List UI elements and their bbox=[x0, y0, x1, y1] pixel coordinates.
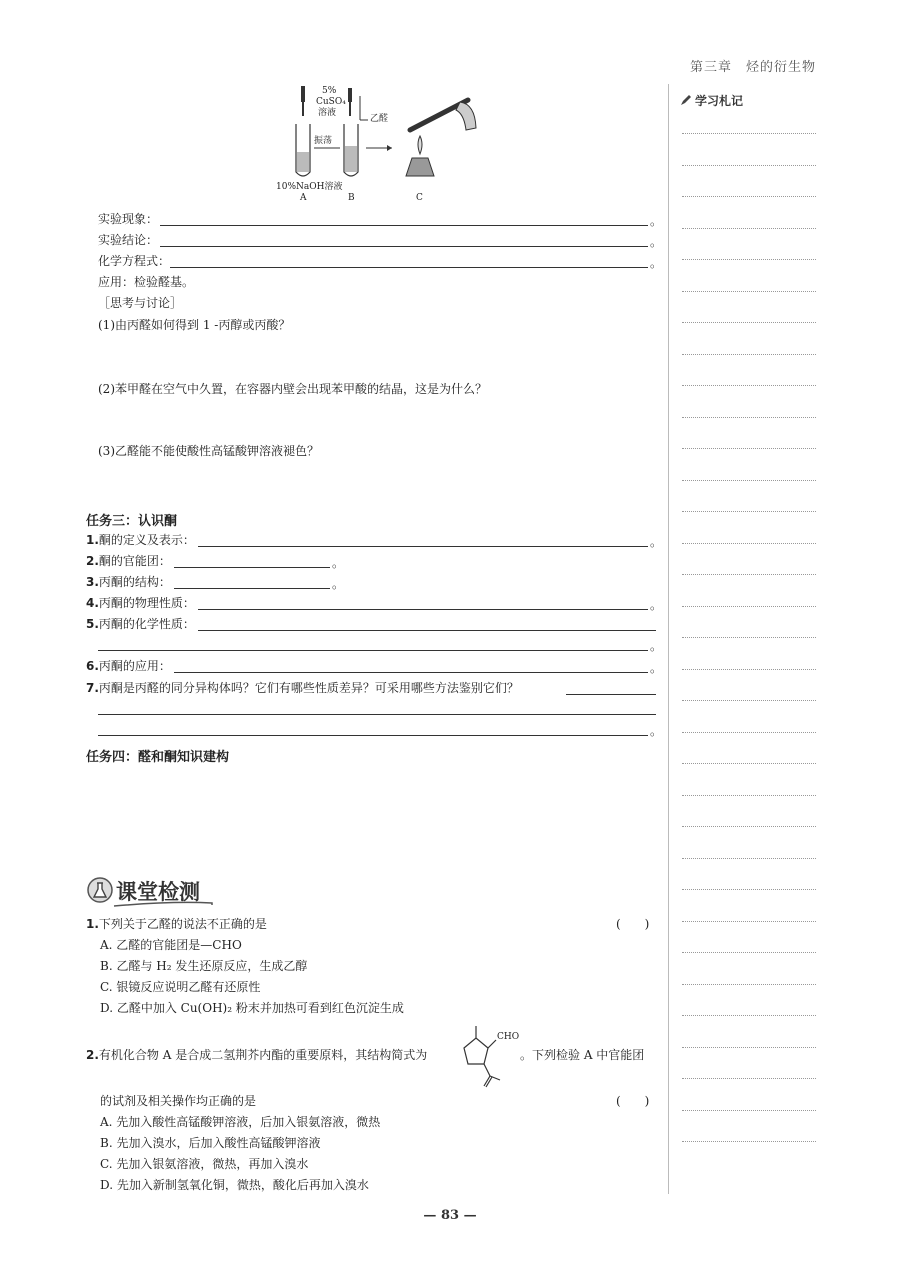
answer-bracket[interactable]: ( ) bbox=[616, 917, 650, 931]
item-number: 1. bbox=[86, 917, 99, 931]
note-line[interactable] bbox=[682, 259, 816, 260]
item-number: 7. bbox=[86, 681, 99, 695]
notes-title bbox=[680, 92, 743, 109]
item-number: 6. bbox=[86, 659, 99, 673]
application-text: 应用：检验醛基。 bbox=[98, 275, 195, 289]
note-line[interactable] bbox=[682, 669, 816, 670]
conclusion-label: 实验结论： bbox=[98, 233, 159, 247]
note-line[interactable] bbox=[682, 291, 816, 292]
check-title: 课堂检测 bbox=[116, 880, 200, 904]
note-line[interactable] bbox=[682, 921, 816, 922]
equation-answer-line[interactable] bbox=[170, 267, 648, 268]
q2-stem-c: 的试剂及相关操作均正确的是 bbox=[100, 1094, 257, 1108]
period: 。 bbox=[650, 598, 663, 612]
answer-line[interactable] bbox=[98, 735, 648, 736]
note-line[interactable] bbox=[682, 228, 816, 229]
answer-bracket[interactable]: ( ) bbox=[616, 1094, 650, 1108]
answer-line[interactable] bbox=[174, 567, 330, 568]
shake-label: 振荡 bbox=[314, 136, 333, 146]
test-tube-b-icon bbox=[344, 124, 358, 176]
discussion-label: ［思考与讨论］ bbox=[98, 296, 183, 310]
q1-stem: 下列关于乙醛的说法不正确的是 bbox=[98, 917, 267, 931]
answer-line[interactable] bbox=[98, 650, 648, 651]
flask-icon bbox=[86, 876, 114, 904]
note-line[interactable] bbox=[682, 952, 816, 953]
note-line[interactable] bbox=[682, 795, 816, 796]
task3-item-text: 丙酮的应用： bbox=[98, 659, 171, 673]
period: 。 bbox=[332, 577, 345, 591]
note-line[interactable] bbox=[682, 448, 816, 449]
note-line[interactable] bbox=[682, 480, 816, 481]
note-line[interactable] bbox=[682, 763, 816, 764]
reagent-cuso4-label: CuSO₄ bbox=[316, 97, 346, 107]
note-line[interactable] bbox=[682, 133, 816, 134]
note-line[interactable] bbox=[682, 732, 816, 733]
notes-divider bbox=[668, 84, 669, 1194]
note-line[interactable] bbox=[682, 606, 816, 607]
note-line[interactable] bbox=[682, 322, 816, 323]
period: 。 bbox=[650, 639, 663, 653]
answer-line[interactable] bbox=[174, 588, 330, 589]
item-number: 1. bbox=[86, 533, 99, 547]
note-line[interactable] bbox=[682, 1015, 816, 1016]
q2-option-a: A. 先加入酸性高锰酸钾溶液，后加入银氨溶液，微热 bbox=[100, 1115, 381, 1129]
phenomenon-answer-line[interactable] bbox=[160, 225, 648, 226]
task3-item-text: 丙酮是丙醛的同分异构体吗？它们有哪些性质差异？可采用哪些方法鉴别它们？ bbox=[98, 681, 519, 695]
dropper-b-icon bbox=[348, 88, 352, 116]
item-number: 2. bbox=[86, 554, 99, 568]
q2-option-c: C. 先加入银氨溶液，微热，再加入溴水 bbox=[100, 1157, 309, 1171]
q2-stem-b: 。下列检验 A 中官能团 bbox=[520, 1048, 645, 1062]
q2-option-d: D. 先加入新制氢氧化铜，微热，酸化后再加入溴水 bbox=[100, 1178, 369, 1192]
note-line[interactable] bbox=[682, 826, 816, 827]
note-line[interactable] bbox=[682, 574, 816, 575]
figure-label-b: B bbox=[348, 193, 355, 203]
structure-formula bbox=[450, 1020, 530, 1090]
title-underline bbox=[112, 900, 216, 910]
note-line[interactable] bbox=[682, 165, 816, 166]
note-line[interactable] bbox=[682, 354, 816, 355]
period: 。 bbox=[650, 256, 663, 270]
task3-item-text: 丙酮的化学性质： bbox=[98, 617, 195, 631]
chapter-header: 第三章 烃的衍生物 bbox=[689, 60, 816, 75]
note-line[interactable] bbox=[682, 984, 816, 985]
task3-item-text: 丙酮的物理性质： bbox=[98, 596, 195, 610]
period: 。 bbox=[650, 214, 663, 228]
task3-item-text: 酮的官能团： bbox=[98, 554, 171, 568]
discussion-q1: (1)由丙醛如何得到 1 -丙醇或丙酸？ bbox=[98, 318, 291, 332]
note-line[interactable] bbox=[682, 543, 816, 544]
conclusion-answer-line[interactable] bbox=[160, 246, 648, 247]
q2-stem-a: 有机化合物 A 是合成二氢荆芥内酯的重要原料，其结构简式为 bbox=[98, 1048, 428, 1062]
note-line[interactable] bbox=[682, 1110, 816, 1111]
q1-option-a: A. 乙醛的官能团是—CHO bbox=[100, 938, 242, 952]
note-line[interactable] bbox=[682, 417, 816, 418]
reagent-conc-label: 5% bbox=[322, 86, 337, 96]
reagent-solution-label: 溶液 bbox=[318, 108, 337, 118]
note-line[interactable] bbox=[682, 511, 816, 512]
answer-line[interactable] bbox=[198, 630, 656, 631]
note-line[interactable] bbox=[682, 1047, 816, 1048]
note-line[interactable] bbox=[682, 858, 816, 859]
page-number: — 83 — bbox=[423, 1208, 477, 1223]
figure-label-c: C bbox=[416, 193, 423, 203]
answer-line[interactable] bbox=[198, 546, 648, 547]
alcohol-lamp-icon bbox=[406, 100, 476, 176]
test-tube-a-icon bbox=[296, 124, 310, 176]
task3-item-text: 丙酮的结构： bbox=[98, 575, 171, 589]
notes-title-text: 学习札记 bbox=[695, 94, 744, 108]
figure-label-a: A bbox=[300, 193, 307, 203]
period: 。 bbox=[650, 724, 663, 738]
note-line[interactable] bbox=[682, 1078, 816, 1079]
discussion-q2: (2)苯甲醛在空气中久置，在容器内壁会出现苯甲酸的结晶，这是为什么？ bbox=[98, 382, 488, 396]
q1-option-b: B. 乙醛与 H₂ 发生还原反应，生成乙醇 bbox=[100, 959, 308, 973]
pen-icon bbox=[680, 94, 692, 106]
note-line[interactable] bbox=[682, 700, 816, 701]
period: 。 bbox=[332, 556, 345, 570]
period: 。 bbox=[650, 661, 663, 675]
cho-label: CHO bbox=[497, 1032, 520, 1042]
task3-title: 任务三：认识酮 bbox=[86, 514, 178, 529]
q1-option-c: C. 银镜反应说明乙醛有还原性 bbox=[100, 980, 261, 994]
note-line[interactable] bbox=[682, 385, 816, 386]
q2-option-b: B. 先加入溴水，后加入酸性高锰酸钾溶液 bbox=[100, 1136, 321, 1150]
note-line[interactable] bbox=[682, 1141, 816, 1142]
task4-title: 任务四：醛和酮知识建构 bbox=[86, 750, 230, 765]
item-number: 5. bbox=[86, 617, 99, 631]
answer-line[interactable] bbox=[174, 672, 648, 673]
item-number: 3. bbox=[86, 575, 99, 589]
task3-item-text: 酮的定义及表示： bbox=[98, 533, 195, 547]
naoh-label: 10%NaOH溶液 bbox=[276, 182, 343, 192]
item-number: 4. bbox=[86, 596, 99, 610]
answer-line[interactable] bbox=[566, 694, 656, 695]
acetaldehyde-label: 乙醛 bbox=[370, 114, 389, 124]
note-line[interactable] bbox=[682, 196, 816, 197]
phenomenon-label: 实验现象： bbox=[98, 212, 159, 226]
equation-label: 化学方程式： bbox=[98, 254, 171, 268]
answer-line[interactable] bbox=[98, 714, 656, 715]
note-line[interactable] bbox=[682, 889, 816, 890]
period: 。 bbox=[650, 235, 663, 249]
period: 。 bbox=[650, 535, 663, 549]
item-number: 2. bbox=[86, 1048, 99, 1062]
discussion-q3: (3)乙醛能不能使酸性高锰酸钾溶液褪色？ bbox=[98, 444, 319, 458]
q1-option-d: D. 乙醛中加入 Cu(OH)₂ 粉末并加热可看到红色沉淀生成 bbox=[100, 1001, 404, 1015]
note-line[interactable] bbox=[682, 637, 816, 638]
dropper-a-icon bbox=[301, 86, 305, 116]
answer-line[interactable] bbox=[198, 609, 648, 610]
